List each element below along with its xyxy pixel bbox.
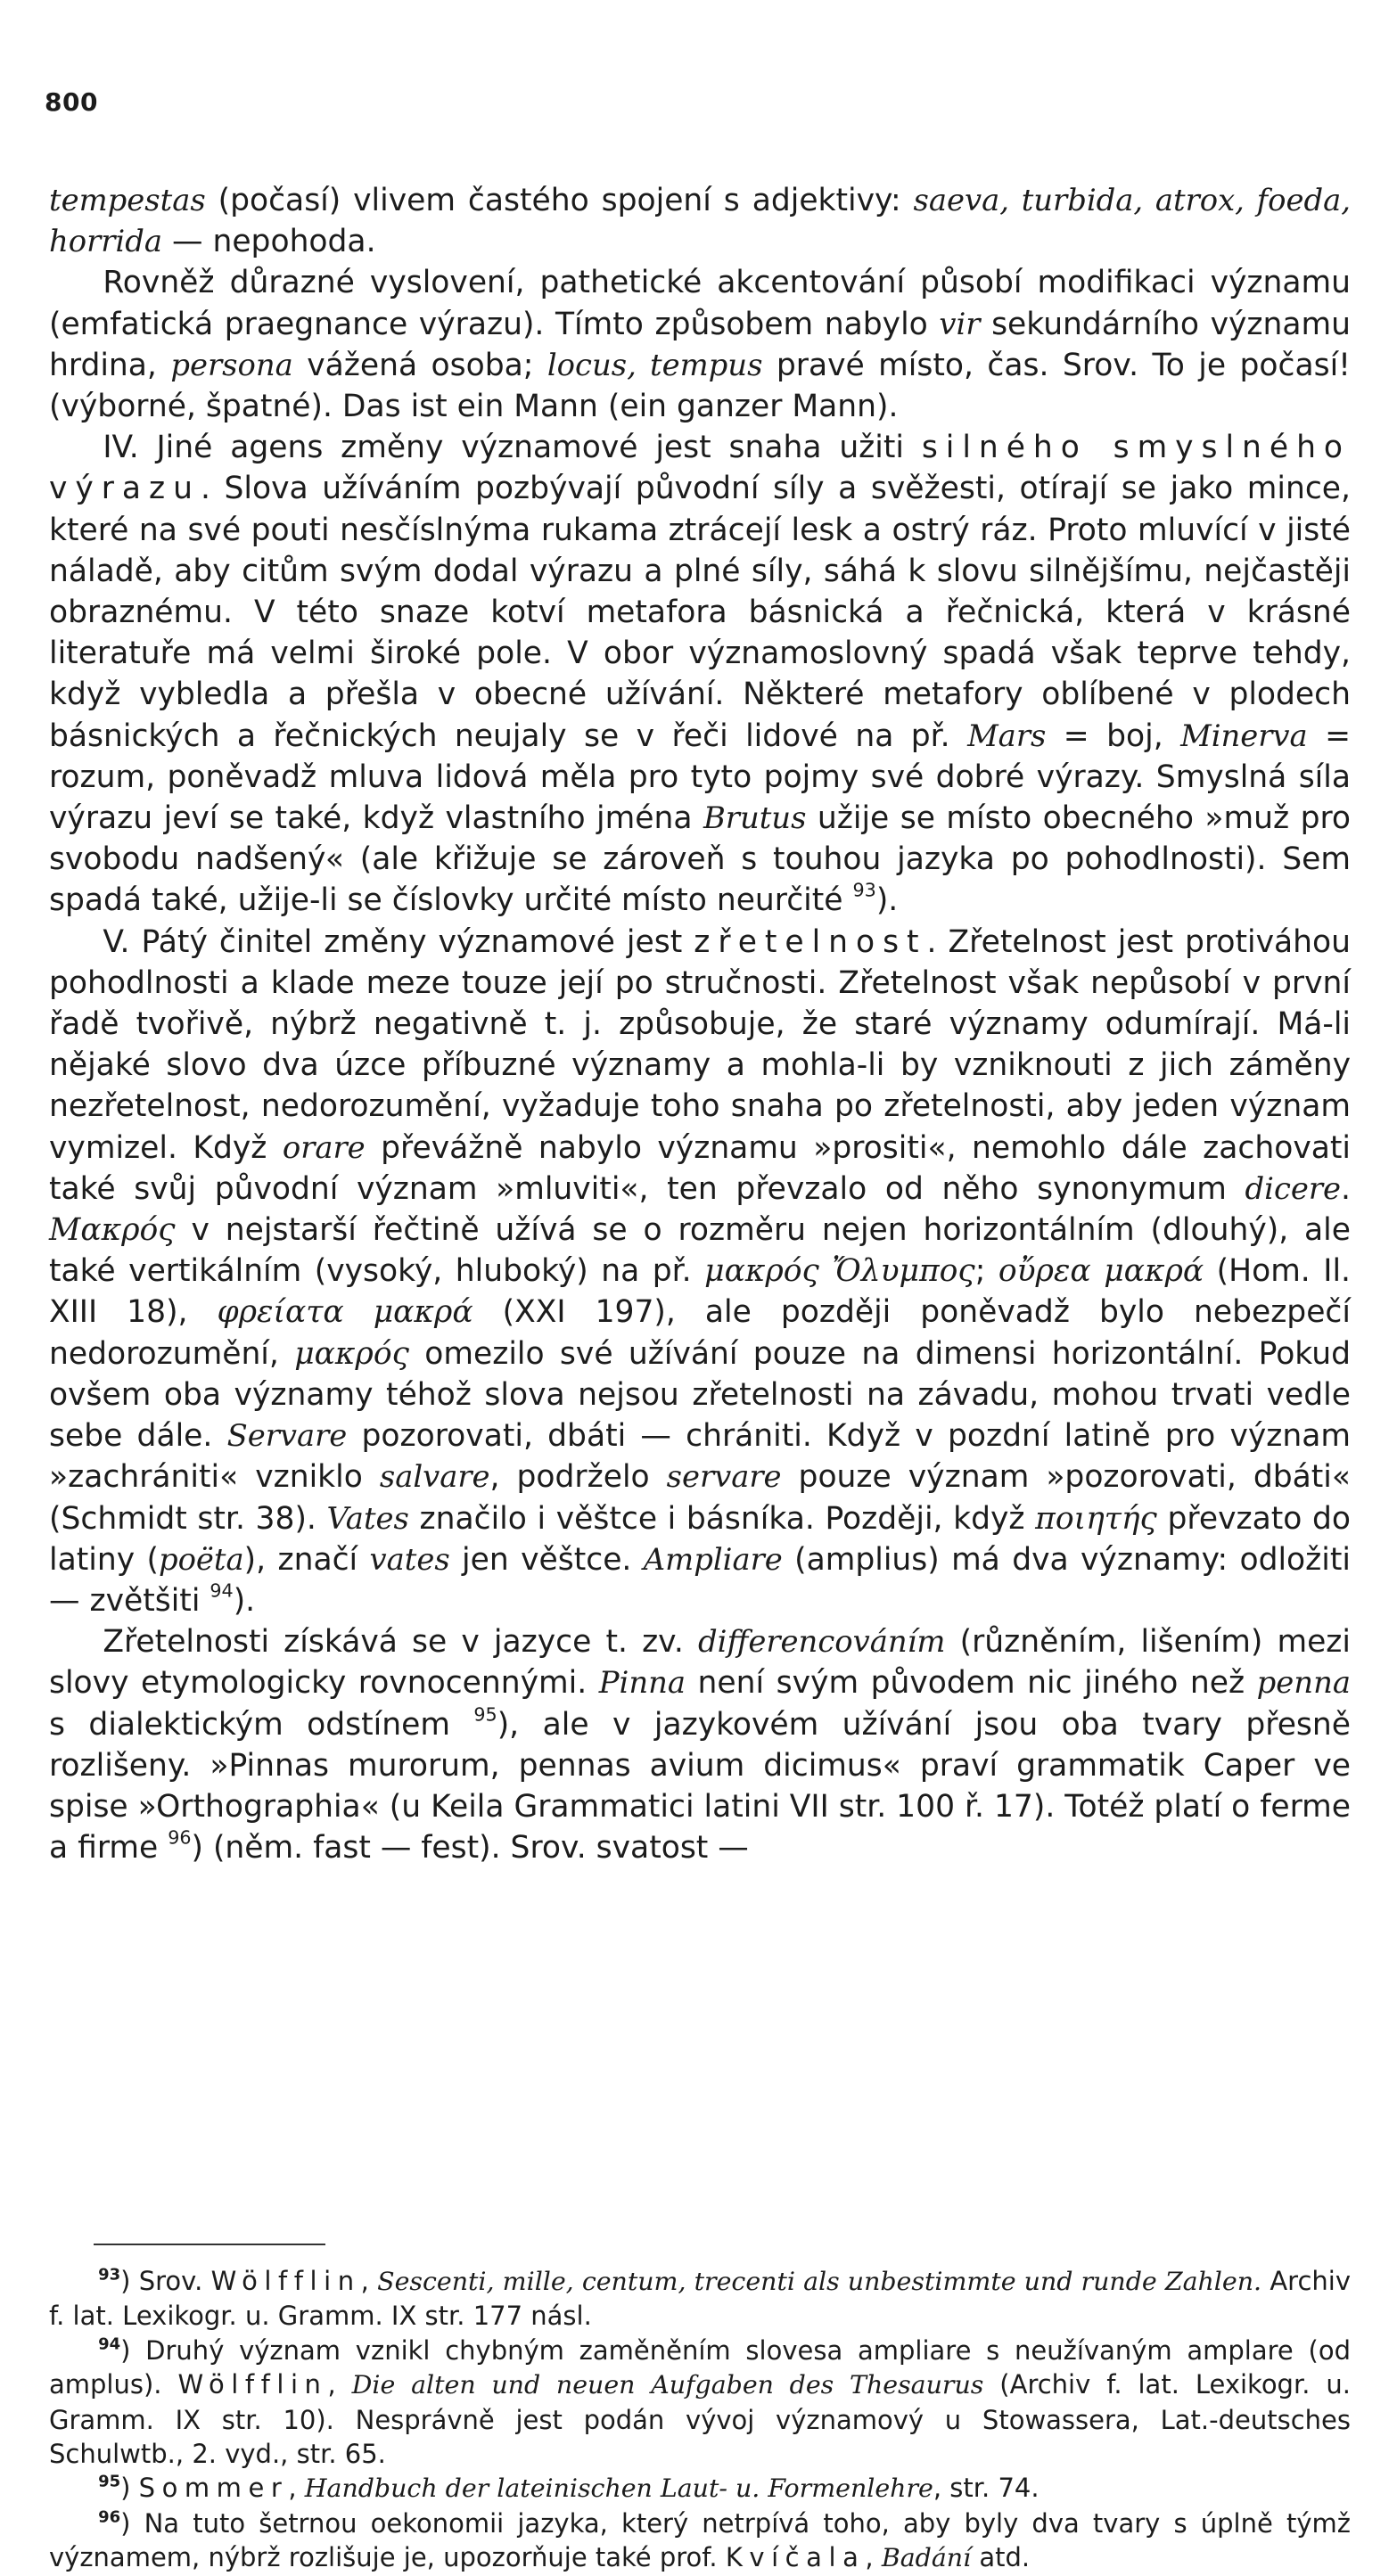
text-run: převážně nabylo významu »prositi«, nemohlo dále zachovati také svůj původní význam »mluviti«, ten převzalo od něho synonymum <box>49 1129 1351 1207</box>
text-run: (XXI 197), ale později poněvadž bylo nebezpečí nedorozumění, <box>49 1294 1351 1372</box>
text-run: omezilo své užívání pouze na dimensi horizontální. Pokud ovšem oba významy téhož slova nejsou zřetelnosti na závadu, mohou trvati vedle sebe dále. <box>49 1335 1351 1455</box>
page-number: 800 <box>45 87 98 117</box>
footnote-number: 95 <box>98 2472 121 2491</box>
text-run: užije se místo obecného »muž pro svobodu nadšený« (ale křižuje se zároveň s touhou jazyka po pohodlnosti). Sem spadá také, užije-li se číslovky určité místo neurčité <box>49 800 1352 919</box>
greek-term: μακρός Ὄλυμπος <box>704 1253 975 1290</box>
text-run: — nepohoda. <box>162 224 376 260</box>
paragraph-differentiation <box>49 1621 1351 1868</box>
italic-term: differencováním <box>698 1624 946 1660</box>
greek-term: οὔρεα μακρά <box>998 1253 1204 1290</box>
latin-term: servare <box>666 1459 782 1495</box>
latin-term: tempestas <box>49 183 206 217</box>
text-run: vážená osoba; <box>292 347 547 383</box>
paragraph-emphasis <box>49 262 1351 427</box>
text-run: ; <box>974 1253 998 1290</box>
text-run: pozorovati, dbáti — chrániti. Když v pozdní latině pro význam »zachrániti« vzniklo <box>49 1418 1352 1496</box>
text-run: Zřetelnosti získává se v jazyce t. zv. <box>103 1624 699 1661</box>
section-iv-paragraph <box>49 427 1351 921</box>
greek-term: φρείατα μακρά <box>217 1294 473 1331</box>
latin-term: Ampliare <box>643 1541 783 1577</box>
text-run: (různěním, lišením) mezi slovy etymologicky rovnocennými. <box>49 1624 1351 1702</box>
footnote-ref: 96 <box>168 1826 192 1849</box>
work-title: Handbuch der lateinischen Laut- u. Formenlehre <box>304 2473 933 2504</box>
text-run: . Slova užíváním pozbývají původní síly a svěžesti, otírají se jako mince, které na své pouti nesčíslnýma rukama ztrácejí lesk a ostrý ráz. Proto mluvící v jisté náladě, aby citům svým dodal výrazu a plné síly, sáhá k slovu silnějšímu, nejčastěji obraznému. V této snaze kotví metafora básnická a řečnická, která v krásné literatuře má velmi široké pole. V obor významoslovný spadá však teprve tehdy, když vybledla a přešla v obecné užívání. Některé metafory oblíbené v plodech básnických a řečnických neujaly se v řeči lidové na př. <box>49 471 1351 754</box>
latin-terms: saeva, turbida, atrox, foeda, horrida <box>49 183 1351 259</box>
footnote-number: 94 <box>98 2334 121 2354</box>
text-run: , <box>865 2542 882 2573</box>
author-name: Wölfflin <box>210 2266 361 2296</box>
latin-term: dicere <box>1245 1170 1342 1206</box>
footnote-93 <box>49 2264 1351 2334</box>
text-run: (Archiv f. lat. Lexikogr. u. Gramm. IX str. 10). Nesprávně jest podán vývoj významový u Stowassera, Lat.-deutsches Schulwtb., 2. vyd., str. 65. <box>49 2369 1351 2470</box>
text-run: . Zřetelnost jest protiváhou pohodlnosti a klade meze touze její po stručnosti. Zřetelnost však nepůsobí v první řadě tvořivě, nýbrž negativně t. j. způsobuje, že staré významy odumírají. Má-li nějaké slovo dva úzce příbuzné významy a mohla-li by vzniknouti z jich záměny nezřetelnost, nedorozumění, vyžaduje toho snaha po zřetelnosti, aby jeden význam vymizel. Když <box>49 923 1351 1166</box>
footnote-number: 93 <box>98 2265 121 2285</box>
text-run: ). <box>233 1582 256 1619</box>
text-run: (počasí) vlivem častého spojení s adjektivy: <box>205 183 914 218</box>
latin-term: locus, tempus <box>546 347 763 382</box>
text-run: sekundárního významu hrdina, <box>49 306 1351 383</box>
text-run: značilo i věštce i básníka. Později, když <box>408 1500 1036 1537</box>
work-title: Badání <box>881 2543 972 2573</box>
text-run: IV. Jiné agens změny významové jest snaha užiti <box>103 430 922 466</box>
latin-term: Mars <box>967 718 1047 753</box>
footnote-96 <box>49 2506 1351 2576</box>
text-run: ) Druhý význam vznikl chybným zaměněním slovesa ampliare s neužívaným amplare (od amplus). <box>49 2334 1351 2400</box>
text-run: jen věštce. <box>449 1541 644 1578</box>
text-run: převzato do latiny ( <box>49 1500 1351 1578</box>
text-run: V. Pátý činitel změny významové jest <box>103 923 694 960</box>
footnote-divider <box>94 2244 325 2245</box>
text-run: . <box>1341 1170 1351 1207</box>
footnote-ref: 94 <box>210 1579 234 1602</box>
footnote-94 <box>49 2334 1351 2472</box>
text-run: , <box>288 2473 305 2504</box>
author-name: Sommer <box>138 2473 289 2504</box>
text-run: pouze význam »pozorovati, dbáti« (Schmidt str. 38). <box>49 1459 1351 1537</box>
footnote-ref: 93 <box>852 879 876 901</box>
latin-term: persona <box>170 347 293 382</box>
text-run: ) <box>120 2473 139 2504</box>
text-run: = rozum, poněvadž mluva lidová měla pro tyto pojmy své dobré výrazy. Smyslná síla výrazu jeví se také, když vlastního jména <box>49 718 1352 837</box>
main-text <box>49 180 1351 1868</box>
greek-term: ποιητής <box>1035 1500 1157 1537</box>
latin-term: Minerva <box>1180 718 1308 753</box>
text-run: , <box>360 2266 378 2296</box>
latin-term: Servare <box>226 1418 348 1454</box>
latin-term: vir <box>939 306 981 341</box>
text-run: ) Srov. <box>120 2266 211 2296</box>
latin-term: Vates <box>326 1500 409 1536</box>
text-run: není svým původem nic jiného než <box>686 1665 1257 1702</box>
paragraph-tempestas <box>49 180 1351 262</box>
author-name: Wölfflin <box>177 2369 328 2400</box>
work-title: Die alten und neuen Aufgaben des Thesaurus <box>351 2370 984 2400</box>
text-run: pravé místo, čas. Srov. To je počasí! (výborné, špatné). Das ist ein Mann (ein ganzer Mann). <box>49 347 1352 425</box>
latin-term: poëta <box>158 1541 244 1577</box>
footnote-ref: 95 <box>473 1703 497 1725</box>
text-run: ). <box>875 882 899 919</box>
work-title: Sescenti, mille, centum, trecenti als unbestimmte und runde Zahlen. <box>377 2267 1262 2296</box>
text-run: = boj, <box>1046 718 1181 754</box>
spaced-emphasis: zřetelnost <box>694 923 927 960</box>
text-run: atd. <box>971 2542 1031 2573</box>
text-run: ), značí <box>243 1541 370 1578</box>
text-run: , podrželo <box>489 1459 667 1496</box>
text-run: ), ale v jazykovém užívání jsou oba tvary přesně rozlišeny. »Pinnas murorum, pennas avium dicimus« praví grammatik Caper ve spise »Orthographia« (u Keila Grammatici latini VII str. 100 ř. 17). Totéž platí o ferme a firme <box>49 1706 1352 1866</box>
greek-term: μακρός <box>294 1335 409 1372</box>
text-run: (amplius) má dva významy: odložiti — zvětšiti <box>49 1541 1351 1619</box>
text-run: Rovněž důrazné vyslovení, pathetické akcentování působí modifikaci významu (emfatická praegnance výrazu). Tímto způsobem nabylo <box>49 265 1351 342</box>
latin-term: salvare <box>379 1459 490 1495</box>
text-run: s dialektickým odstínem <box>49 1706 474 1743</box>
text-run: Archiv f. lat. Lexikogr. u. Gramm. IX str. 177 násl. <box>49 2266 1352 2332</box>
text-run: v nejstarší řečtině užívá se o rozměru nejen horizontálním (dlouhý), ale také vertikálním (vysoký, hluboký) na př. <box>49 1212 1351 1290</box>
latin-term: Brutus <box>703 800 807 836</box>
latin-term: orare <box>282 1129 366 1165</box>
text-run: ) Na tuto šetrnou oekonomii jazyka, který netrpívá toho, aby byly dva tvary s úplně týmž významem, nýbrž rozlišuje je, upozorňuje také prof. <box>49 2507 1351 2573</box>
footnote-95 <box>49 2471 1351 2506</box>
latin-term: penna <box>1256 1665 1351 1701</box>
text-run: , <box>327 2369 352 2400</box>
text-run: , str. 74. <box>933 2473 1040 2504</box>
section-v-paragraph <box>49 922 1351 1621</box>
greek-term: Μακρός <box>49 1212 176 1249</box>
author-name: Kvíčala <box>725 2542 866 2573</box>
text-run: (Hom. Il. XIII 18), <box>49 1253 1352 1331</box>
latin-term: Pinna <box>598 1665 686 1701</box>
text-run: ) (něm. fast — fest). Srov. svatost — <box>191 1830 749 1866</box>
spaced-emphasis: silného smyslného výrazu <box>49 430 1351 507</box>
latin-term: vates <box>369 1541 450 1577</box>
footnote-number: 96 <box>98 2507 121 2527</box>
